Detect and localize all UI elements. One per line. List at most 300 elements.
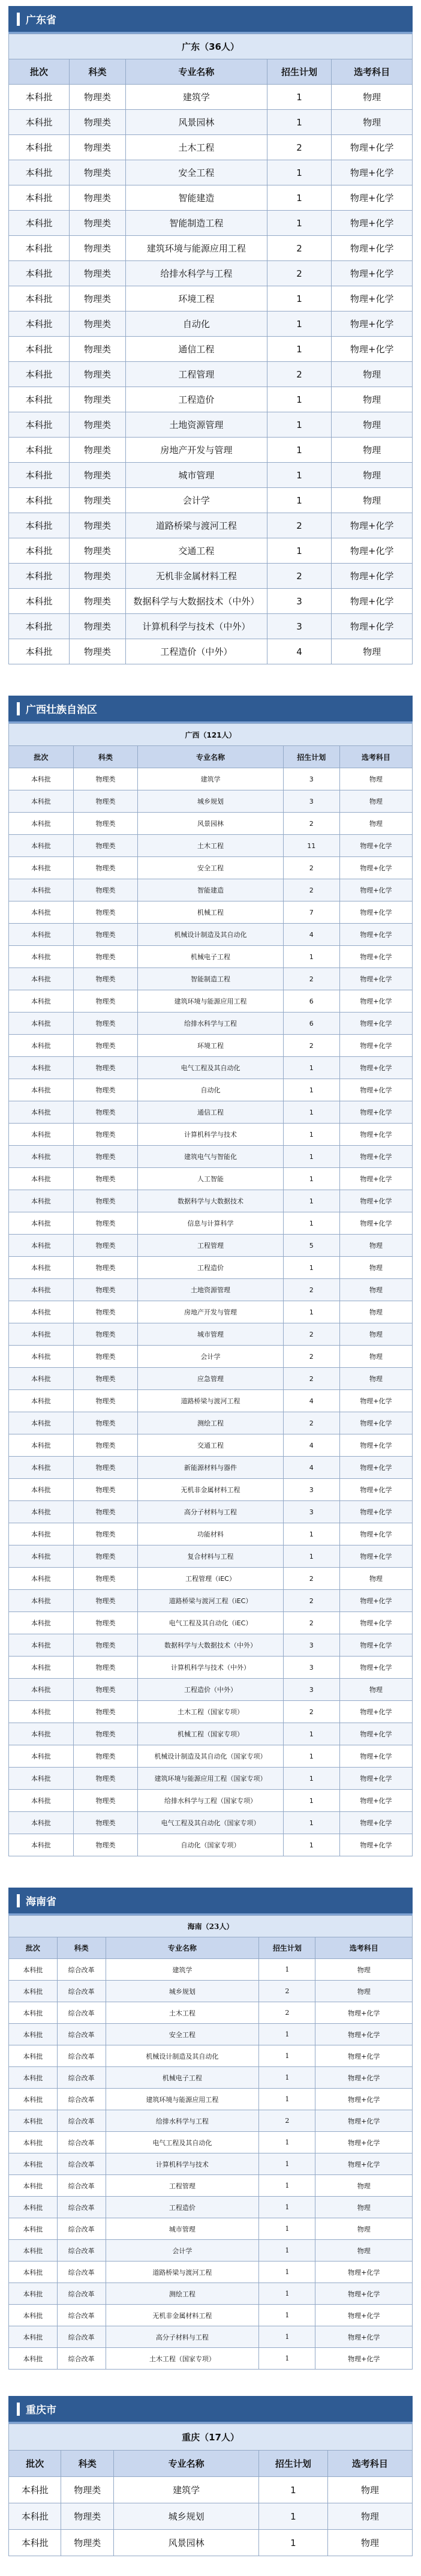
cell-category: 物理类 — [69, 412, 125, 438]
cell-category: 物理类 — [73, 1745, 138, 1768]
table-row — [9, 1959, 413, 1981]
cell-batch: 本科批 — [9, 1745, 74, 1768]
table-row — [9, 639, 413, 664]
cell-category: 物理类 — [73, 1768, 138, 1790]
cell-quota: 2 — [283, 1612, 339, 1634]
cell-category: 物理类 — [73, 1501, 138, 1523]
table-row — [9, 879, 413, 901]
cell-category: 综合改革 — [57, 2240, 106, 2262]
cell-category: 物理类 — [73, 790, 138, 813]
table-row — [9, 337, 413, 362]
cell-category: 综合改革 — [57, 2045, 106, 2067]
table-row — [9, 790, 413, 813]
cell-quota: 1 — [259, 2283, 315, 2305]
cell-major: 计算机科学与技术（中外） — [138, 1657, 283, 1679]
cell-major: 房地产开发与管理 — [126, 438, 267, 463]
table-row — [9, 1590, 413, 1612]
cell-subjects: 物理+化学 — [315, 2110, 413, 2132]
col-header-major: 专业名称 — [113, 2451, 258, 2477]
cell-category: 物理类 — [73, 1368, 138, 1390]
cell-category: 物理类 — [73, 1590, 138, 1612]
cell-subjects: 物理+化学 — [339, 1634, 412, 1657]
table-row — [9, 1723, 413, 1745]
cell-batch: 本科批 — [9, 1434, 74, 1457]
cell-subjects: 物理 — [339, 1346, 412, 1368]
cell-category: 物理类 — [69, 614, 125, 639]
cell-quota: 1 — [283, 1812, 339, 1834]
cell-subjects: 物理 — [332, 110, 413, 135]
cell-quota: 1 — [267, 160, 332, 185]
table-row — [9, 1390, 413, 1412]
cell-batch: 本科批 — [9, 2477, 61, 2503]
table-row — [9, 110, 413, 135]
cell-batch: 本科批 — [9, 879, 74, 901]
cell-category: 综合改革 — [57, 1959, 106, 1981]
cell-subjects: 物理+化学 — [339, 1501, 412, 1523]
cell-batch: 本科批 — [9, 2045, 58, 2067]
table-row — [9, 2067, 413, 2089]
cell-batch: 本科批 — [9, 1501, 74, 1523]
cell-subjects: 物理 — [339, 1279, 412, 1301]
cell-subjects: 物理+化学 — [332, 311, 413, 337]
cell-major: 建筑学 — [113, 2477, 258, 2503]
cell-subjects: 物理+化学 — [332, 135, 413, 160]
cell-category: 物理类 — [73, 1146, 138, 1168]
cell-quota: 1 — [259, 2153, 315, 2175]
cell-quota: 2 — [283, 1323, 339, 1346]
cell-major: 工程造价 — [138, 1257, 283, 1279]
cell-major: 城市管理 — [106, 2218, 259, 2240]
cell-subjects: 物理 — [315, 2197, 413, 2218]
cell-quota: 1 — [259, 2067, 315, 2089]
cell-major: 工程造价 — [106, 2197, 259, 2218]
cell-major: 信息与计算科学 — [138, 1212, 283, 1235]
cell-category: 物理类 — [69, 538, 125, 564]
cell-quota: 5 — [283, 1235, 339, 1257]
cell-major: 数据科学与大数据技术（中外） — [126, 589, 267, 614]
cell-quota: 1 — [283, 1101, 339, 1124]
cell-batch: 本科批 — [9, 564, 70, 589]
cell-quota: 11 — [283, 835, 339, 857]
cell-batch: 本科批 — [9, 2067, 58, 2089]
table-row — [9, 1812, 413, 1834]
cell-batch: 本科批 — [9, 946, 74, 968]
table-row — [9, 2477, 413, 2503]
table-row — [9, 901, 413, 924]
cell-subjects: 物理+化学 — [339, 1013, 412, 1035]
cell-quota: 1 — [283, 1212, 339, 1235]
cell-major: 工程管理 — [126, 362, 267, 387]
cell-major: 土木工程 — [106, 2002, 259, 2024]
cell-batch: 本科批 — [9, 236, 70, 261]
cell-quota: 1 — [283, 1523, 339, 1545]
cell-major: 道路桥梁与渡河工程 — [126, 513, 267, 538]
cell-category: 物理类 — [69, 311, 125, 337]
cell-major: 安全工程 — [126, 160, 267, 185]
cell-subjects: 物理 — [315, 2175, 413, 2197]
cell-batch: 本科批 — [9, 2002, 58, 2024]
cell-category: 综合改革 — [57, 2326, 106, 2348]
cell-major: 工程造价（中外） — [138, 1679, 283, 1701]
table-row — [9, 1834, 413, 1856]
cell-subjects: 物理+化学 — [339, 1390, 412, 1412]
cell-quota: 1 — [283, 1790, 339, 1812]
cell-subjects: 物理 — [315, 2218, 413, 2240]
col-header-quota: 招生计划 — [283, 746, 339, 768]
cell-subjects: 物理 — [332, 387, 413, 412]
cell-batch: 本科批 — [9, 160, 70, 185]
header-accent-bar — [17, 2403, 20, 2416]
table-row — [9, 1479, 413, 1501]
cell-category: 综合改革 — [57, 2283, 106, 2305]
cell-batch: 本科批 — [9, 2132, 58, 2153]
cell-quota: 2 — [259, 2002, 315, 2024]
cell-quota: 2 — [283, 1346, 339, 1368]
cell-quota: 3 — [283, 1634, 339, 1657]
cell-quota: 2 — [283, 1568, 339, 1590]
cell-quota: 1 — [259, 2477, 327, 2503]
cell-subjects: 物理 — [339, 1323, 412, 1346]
header-accent-bar — [17, 13, 20, 26]
cell-subjects: 物理+化学 — [339, 1479, 412, 1501]
section-guangxi — [0, 696, 421, 1856]
cell-subjects: 物理+化学 — [332, 236, 413, 261]
cell-batch: 本科批 — [9, 538, 70, 564]
table-row — [9, 2024, 413, 2045]
cell-major: 建筑环境与能源应用工程 — [106, 2089, 259, 2110]
cell-quota: 2 — [283, 857, 339, 879]
cell-batch: 本科批 — [9, 185, 70, 211]
table-row — [9, 1768, 413, 1790]
cell-subjects: 物理+化学 — [339, 1057, 412, 1079]
cell-quota: 2 — [259, 1981, 315, 2002]
cell-subjects: 物理 — [339, 1568, 412, 1590]
table-row — [9, 1545, 413, 1568]
table-row — [9, 1101, 413, 1124]
cell-category: 物理类 — [73, 1190, 138, 1212]
cell-subjects: 物理 — [327, 2530, 412, 2556]
cell-subjects: 物理+化学 — [339, 946, 412, 968]
cell-major: 通信工程 — [126, 337, 267, 362]
cell-batch: 本科批 — [9, 211, 70, 236]
cell-major: 交通工程 — [126, 538, 267, 564]
cell-major: 建筑环境与能源应用工程 — [126, 236, 267, 261]
cell-batch: 本科批 — [9, 901, 74, 924]
cell-batch: 本科批 — [9, 311, 70, 337]
cell-quota: 1 — [283, 1057, 339, 1079]
table-row — [9, 463, 413, 488]
cell-batch: 本科批 — [9, 286, 70, 311]
cell-batch: 本科批 — [9, 261, 70, 286]
cell-major: 自动化（国家专项） — [138, 1834, 283, 1856]
cell-category: 物理类 — [61, 2503, 113, 2530]
col-header-major: 专业名称 — [126, 59, 267, 85]
cell-batch: 本科批 — [9, 1412, 74, 1434]
cell-major: 电气工程及其自动化 — [138, 1057, 283, 1079]
cell-quota: 3 — [267, 589, 332, 614]
table-row — [9, 2197, 413, 2218]
table-row — [9, 2218, 413, 2240]
col-header-category: 科类 — [61, 2451, 113, 2477]
table-row — [9, 1679, 413, 1701]
cell-subjects: 物理+化学 — [339, 835, 412, 857]
table-row — [9, 857, 413, 879]
cell-batch: 本科批 — [9, 1057, 74, 1079]
cell-batch: 本科批 — [9, 2348, 58, 2370]
table-row — [9, 387, 413, 412]
section-hainan — [0, 1888, 421, 2370]
cell-quota: 1 — [259, 2218, 315, 2240]
table-row — [9, 1745, 413, 1768]
cell-category: 物理类 — [73, 1457, 138, 1479]
cell-subjects: 物理 — [339, 1679, 412, 1701]
cell-category: 物理类 — [73, 924, 138, 946]
cell-category: 物理类 — [69, 589, 125, 614]
cell-subjects: 物理+化学 — [315, 2067, 413, 2089]
cell-category: 物理类 — [69, 185, 125, 211]
cell-category: 物理类 — [73, 1701, 138, 1723]
cell-quota: 1 — [267, 438, 332, 463]
cell-batch: 本科批 — [9, 2530, 61, 2556]
cell-batch: 本科批 — [9, 835, 74, 857]
cell-major: 测绘工程 — [106, 2283, 259, 2305]
cell-major: 高分子材料与工程 — [138, 1501, 283, 1523]
section-header-hainan — [8, 1888, 413, 1915]
cell-major: 土木工程（国家专项） — [106, 2348, 259, 2370]
cell-quota: 1 — [259, 2530, 327, 2556]
cell-major: 数据科学与大数据技术 — [138, 1190, 283, 1212]
table-row — [9, 1235, 413, 1257]
cell-category: 物理类 — [73, 879, 138, 901]
cell-subjects: 物理+化学 — [339, 1434, 412, 1457]
cell-batch: 本科批 — [9, 1834, 74, 1856]
cell-quota: 1 — [259, 2240, 315, 2262]
cell-batch: 本科批 — [9, 1190, 74, 1212]
cell-subjects: 物理 — [339, 768, 412, 790]
cell-quota: 1 — [259, 2089, 315, 2110]
cell-quota: 3 — [283, 1657, 339, 1679]
cell-major: 城市管理 — [126, 463, 267, 488]
cell-batch: 本科批 — [9, 968, 74, 990]
cell-batch: 本科批 — [9, 2110, 58, 2132]
cell-major: 计算机科学与技术 — [138, 1124, 283, 1146]
cell-category: 综合改革 — [57, 2089, 106, 2110]
cell-quota: 1 — [267, 286, 332, 311]
cell-quota: 2 — [267, 261, 332, 286]
cell-batch: 本科批 — [9, 1146, 74, 1168]
cell-quota: 1 — [267, 110, 332, 135]
cell-batch: 本科批 — [9, 1101, 74, 1124]
cell-major: 安全工程 — [106, 2024, 259, 2045]
table-row — [9, 211, 413, 236]
cell-batch: 本科批 — [9, 1124, 74, 1146]
cell-subjects: 物理+化学 — [339, 990, 412, 1013]
cell-subjects: 物理+化学 — [339, 1190, 412, 1212]
cell-subjects: 物理+化学 — [315, 2153, 413, 2175]
cell-major: 工程管理（iEC） — [138, 1568, 283, 1590]
cell-batch: 本科批 — [9, 614, 70, 639]
cell-quota: 1 — [267, 387, 332, 412]
cell-category: 物理类 — [73, 1479, 138, 1501]
cell-subjects: 物理+化学 — [315, 2305, 413, 2326]
table-row — [9, 1981, 413, 2002]
cell-batch: 本科批 — [9, 2283, 58, 2305]
cell-batch: 本科批 — [9, 1679, 74, 1701]
cell-batch: 本科批 — [9, 813, 74, 835]
cell-category: 物理类 — [69, 463, 125, 488]
table-row — [9, 1257, 413, 1279]
cell-major: 会计学 — [138, 1346, 283, 1368]
cell-major: 通信工程 — [138, 1101, 283, 1124]
cell-quota: 1 — [283, 1723, 339, 1745]
table-caption: 重庆（17人） — [9, 2424, 413, 2451]
table-row — [9, 564, 413, 589]
cell-category: 物理类 — [73, 1790, 138, 1812]
cell-major: 交通工程 — [138, 1434, 283, 1457]
cell-major: 机械设计制造及其自动化 — [106, 2045, 259, 2067]
cell-quota: 3 — [283, 1501, 339, 1523]
section-header-chongqing — [8, 2396, 413, 2424]
cell-subjects: 物理+化学 — [339, 1079, 412, 1101]
cell-subjects: 物理 — [315, 1981, 413, 2002]
col-header-quota: 招生计划 — [259, 1937, 315, 1959]
plan-table-chongqing — [8, 2424, 413, 2556]
cell-category: 物理类 — [73, 1634, 138, 1657]
cell-subjects: 物理 — [332, 463, 413, 488]
cell-subjects: 物理+化学 — [339, 1590, 412, 1612]
cell-batch: 本科批 — [9, 1235, 74, 1257]
cell-batch: 本科批 — [9, 2262, 58, 2283]
cell-major: 城乡规划 — [106, 1981, 259, 2002]
cell-category: 物理类 — [69, 286, 125, 311]
cell-category: 物理类 — [69, 387, 125, 412]
cell-category: 物理类 — [73, 1434, 138, 1457]
cell-major: 工程造价 — [126, 387, 267, 412]
cell-category: 物理类 — [73, 1013, 138, 1035]
cell-major: 建筑学 — [138, 768, 283, 790]
table-row — [9, 2283, 413, 2305]
cell-batch: 本科批 — [9, 1323, 74, 1346]
cell-quota: 1 — [283, 1146, 339, 1168]
table-row — [9, 1079, 413, 1101]
table-row — [9, 1013, 413, 1035]
cell-subjects: 物理+化学 — [315, 2262, 413, 2283]
cell-category: 物理类 — [69, 639, 125, 664]
cell-major: 工程管理 — [138, 1235, 283, 1257]
col-header-batch: 批次 — [9, 1937, 58, 1959]
table-row — [9, 2305, 413, 2326]
cell-category: 物理类 — [73, 1079, 138, 1101]
cell-subjects: 物理+化学 — [332, 513, 413, 538]
cell-category: 综合改革 — [57, 1981, 106, 2002]
cell-category: 物理类 — [73, 1390, 138, 1412]
cell-major: 功能材料 — [138, 1523, 283, 1545]
cell-major: 道路桥梁与渡河工程（iEC） — [138, 1590, 283, 1612]
table-row — [9, 1279, 413, 1301]
table-row — [9, 1568, 413, 1590]
table-row — [9, 1790, 413, 1812]
cell-major: 道路桥梁与渡河工程 — [106, 2262, 259, 2283]
cell-quota: 1 — [259, 2132, 315, 2153]
cell-major: 房地产开发与管理 — [138, 1301, 283, 1323]
cell-batch: 本科批 — [9, 513, 70, 538]
cell-category: 物理类 — [73, 1412, 138, 1434]
col-header-quota: 招生计划 — [259, 2451, 327, 2477]
table-row — [9, 968, 413, 990]
cell-batch: 本科批 — [9, 857, 74, 879]
cell-batch: 本科批 — [9, 1701, 74, 1723]
table-caption: 广西（121人） — [9, 724, 413, 746]
cell-batch: 本科批 — [9, 2305, 58, 2326]
cell-subjects: 物理+化学 — [332, 160, 413, 185]
col-header-subjects: 选考科目 — [327, 2451, 412, 2477]
section-header-guangdong — [8, 6, 413, 34]
col-header-subjects: 选考科目 — [339, 746, 412, 768]
table-row — [9, 2002, 413, 2024]
cell-quota: 4 — [267, 639, 332, 664]
cell-major: 工程造价（中外） — [126, 639, 267, 664]
cell-subjects: 物理+化学 — [339, 1523, 412, 1545]
cell-batch: 本科批 — [9, 463, 70, 488]
table-row — [9, 185, 413, 211]
cell-subjects: 物理+化学 — [339, 1745, 412, 1768]
cell-major: 计算机科学与技术 — [106, 2153, 259, 2175]
cell-subjects: 物理 — [339, 1368, 412, 1390]
table-row — [9, 488, 413, 513]
cell-quota: 1 — [267, 211, 332, 236]
cell-major: 自动化 — [138, 1079, 283, 1101]
cell-major: 测绘工程 — [138, 1412, 283, 1434]
table-row — [9, 1146, 413, 1168]
table-row — [9, 990, 413, 1013]
cell-quota: 1 — [283, 1545, 339, 1568]
cell-category: 综合改革 — [57, 2305, 106, 2326]
cell-category: 物理类 — [69, 135, 125, 160]
section-chongqing — [0, 2396, 421, 2556]
cell-batch: 本科批 — [9, 1079, 74, 1101]
table-row — [9, 1501, 413, 1523]
cell-category: 物理类 — [73, 990, 138, 1013]
cell-category: 综合改革 — [57, 2348, 106, 2370]
cell-major: 城乡规划 — [138, 790, 283, 813]
cell-batch: 本科批 — [9, 1390, 74, 1412]
cell-subjects: 物理+化学 — [332, 185, 413, 211]
cell-quota: 1 — [267, 311, 332, 337]
cell-major: 工程管理 — [106, 2175, 259, 2197]
table-row — [9, 160, 413, 185]
cell-subjects: 物理+化学 — [339, 879, 412, 901]
cell-quota: 3 — [283, 790, 339, 813]
cell-category: 物理类 — [69, 564, 125, 589]
cell-subjects: 物理+化学 — [315, 2002, 413, 2024]
cell-subjects: 物理+化学 — [339, 1768, 412, 1790]
cell-subjects: 物理 — [332, 412, 413, 438]
cell-batch: 本科批 — [9, 1523, 74, 1545]
cell-subjects: 物理+化学 — [339, 1657, 412, 1679]
cell-quota: 1 — [259, 2326, 315, 2348]
cell-subjects: 物理+化学 — [339, 1612, 412, 1634]
cell-category: 物理类 — [69, 438, 125, 463]
cell-batch: 本科批 — [9, 639, 70, 664]
table-row — [9, 1368, 413, 1390]
table-row — [9, 768, 413, 790]
cell-subjects: 物理+化学 — [315, 2024, 413, 2045]
admission-plan-page — [0, 6, 421, 2556]
cell-batch: 本科批 — [9, 412, 70, 438]
cell-category: 综合改革 — [57, 2218, 106, 2240]
table-row — [9, 1457, 413, 1479]
section-title: 重庆市 — [26, 2404, 56, 2416]
